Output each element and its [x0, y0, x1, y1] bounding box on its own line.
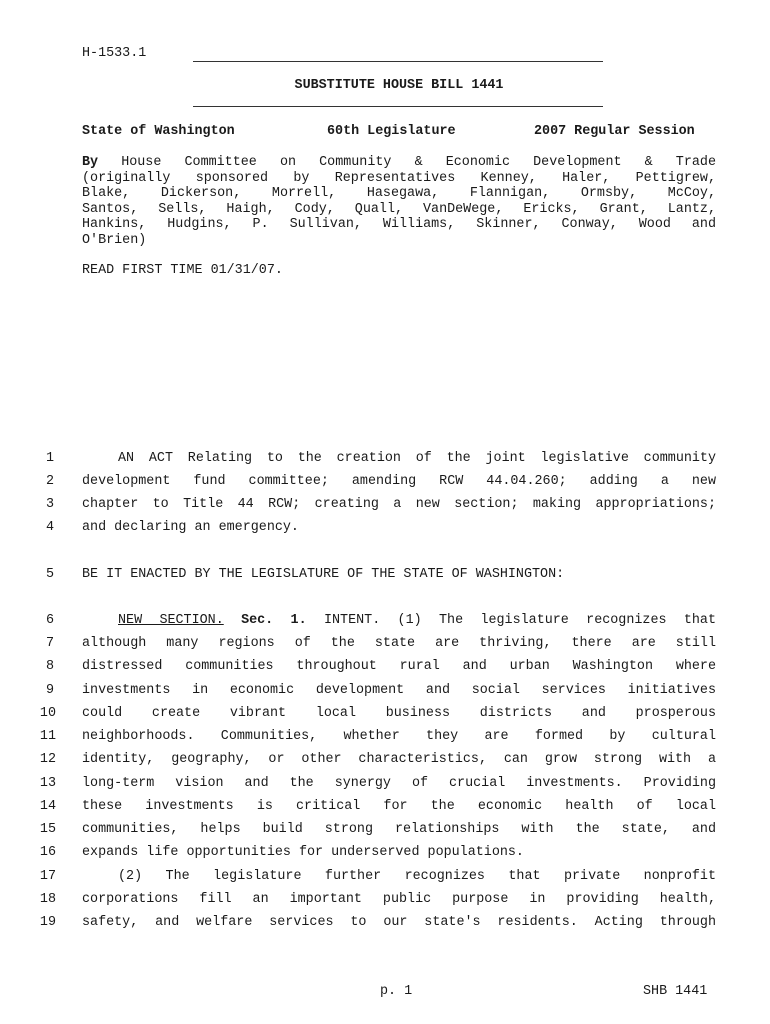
body-line: distressed communities throughout rural and urban Washington where — [82, 659, 716, 674]
sponsor-line-2: (originally sponsored by Representatives Kenney, Haler, Pettigrew, — [82, 171, 716, 186]
new-section-label: NEW SECTION. — [118, 613, 224, 628]
sponsor-line-5: Hankins, Hudgins, P. Sullivan, Williams, Skinner, Conway, Wood and — [82, 217, 716, 232]
sponsor-line-3: Blake, Dickerson, Morrell, Hasegawa, Flannigan, Ormsby, McCoy, — [82, 186, 716, 201]
line-number: 3 — [45, 497, 55, 512]
line-number: 13 — [39, 776, 56, 791]
section-number: Sec. 1. — [241, 613, 307, 628]
body-line: safety, and welfare services to our state's residents. Acting through — [82, 915, 716, 930]
body-line: BE IT ENACTED BY THE LEGISLATURE OF THE STATE OF WASHINGTON: — [82, 567, 565, 582]
line-number: 17 — [39, 869, 56, 884]
header-rule-bottom — [193, 106, 603, 107]
sponsor-line-4: Santos, Sells, Haigh, Cody, Quall, VanDeWege, Ericks, Grant, Lantz, — [82, 202, 716, 217]
body-line: identity, geography, or other characteristics, can grow strong with a — [82, 752, 716, 767]
line-number: 4 — [45, 520, 55, 535]
session-label: 2007 Regular Session — [534, 124, 695, 139]
line-number: 16 — [39, 845, 56, 860]
line-number: 11 — [39, 729, 56, 744]
body-line: (2) The legislature further recognizes that private nonprofit — [118, 869, 716, 884]
line-number: 12 — [39, 752, 56, 767]
footer-bill-id: SHB 1441 — [643, 984, 708, 999]
body-line: could create vibrant local business districts and prosperous — [82, 706, 716, 721]
line-number: 18 — [39, 892, 56, 907]
body-line: expands life opportunities for underserved populations. — [82, 845, 524, 860]
body-line: neighborhoods. Communities, whether they are formed by cultural — [82, 729, 716, 744]
body-line: development fund committee; amending RCW 44.04.260; adding a new — [82, 474, 716, 489]
legislature-label: 60th Legislature — [327, 124, 456, 139]
page-number: p. 1 — [380, 984, 413, 999]
by-label: By — [82, 155, 99, 170]
sponsor-line-1: By House Committee on Community & Economic Development & Trade — [82, 155, 716, 170]
body-line: although many regions of the state are thriving, there are still — [82, 636, 716, 651]
state-label: State of Washington — [82, 124, 235, 139]
header-rule-top — [193, 61, 603, 62]
body-line: and declaring an emergency. — [82, 520, 299, 535]
body-line: investments in economic development and social services initiatives — [82, 683, 716, 698]
bill-title: SUBSTITUTE HOUSE BILL 1441 — [294, 78, 504, 93]
read-first-time: READ FIRST TIME 01/31/07. — [82, 263, 283, 278]
line-number: 7 — [45, 636, 55, 651]
line-number: 14 — [39, 799, 56, 814]
section-1-heading-line: NEW SECTION. Sec. 1. INTENT. (1) The legislature recognizes that — [118, 613, 717, 628]
body-line: these investments is critical for the economic health of local — [82, 799, 716, 814]
line-number: 19 — [39, 915, 56, 930]
line-number: 5 — [45, 567, 55, 582]
line-number: 10 — [39, 706, 56, 721]
sponsor-line-6: O'Brien) — [82, 233, 147, 248]
line-number: 9 — [45, 683, 55, 698]
body-line: communities, helps build strong relationships with the state, and — [82, 822, 716, 837]
line-number: 15 — [39, 822, 56, 837]
line-number: 1 — [45, 451, 55, 466]
body-line: AN ACT Relating to the creation of the joint legislative community — [118, 451, 716, 466]
bill-code: H-1533.1 — [82, 46, 147, 61]
line-number: 2 — [45, 474, 55, 489]
body-line: chapter to Title 44 RCW; creating a new section; making appropriations; — [82, 497, 716, 512]
line-number: 6 — [45, 613, 55, 628]
body-line: long-term vision and the synergy of crucial investments. Providing — [82, 776, 716, 791]
body-line: corporations fill an important public purpose in providing health, — [82, 892, 716, 907]
line-number: 8 — [45, 659, 55, 674]
